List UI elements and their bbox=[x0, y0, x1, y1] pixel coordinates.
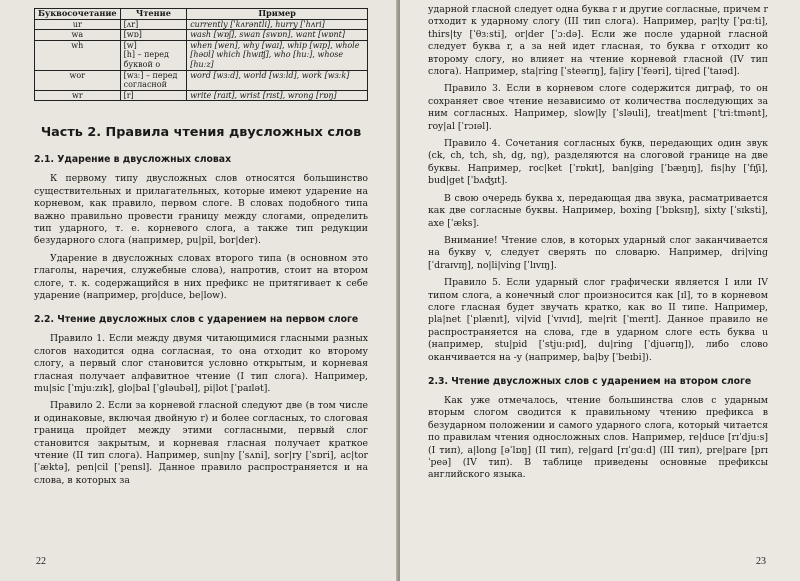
table-cell-reading: [w] [h] – перед буквой o bbox=[120, 40, 187, 70]
section-2-3-paragraph: Как уже отмечалось, чтение большинства слов с ударным вторым слогом сводится к правильному чтению префикса в безударном положении и самого ударного слога, который читается по правилам чтения односложных слов. Например, re|duce [rɪˈdjuːs] (I тип), a|long [əˈlɒŋ] (II тип), re|gard [rɪˈgɑːd] (III тип), pre|pare [prɪˈpeə] (IV тип). В таблице приведены основные префиксы английского языка. bbox=[428, 394, 768, 481]
rule-2-continuation: ударной гласной следует одна буква r и другие согласные, причем r отходит к ударному слогу (III тип слога). Например, par|ty [ˈpɑːti], thirs|ty [ˈθɜːsti], or|der [ˈɔːdə]. Если же после ударной гласной следует буква r, а за ней идет гласная, то буква r отходит ко второму слогу, но влияет на чтение корневой гласной (IV тип слога). Например, sta|ring [ˈsteərɪŋ], fa|iry [ˈfeəri], ti|red [ˈtaɪəd]. bbox=[428, 4, 768, 78]
table-cell-reading: [ʌr] bbox=[120, 19, 187, 30]
section-2-2-title: 2.2. Чтение двусложных слов с ударением на первом слоге bbox=[34, 314, 359, 326]
table-cell-reading: [r] bbox=[120, 90, 187, 101]
left-page-content bbox=[34, 8, 368, 492]
right-page-content bbox=[428, 4, 768, 487]
table-cell-combo: wor bbox=[35, 70, 121, 90]
table-row bbox=[35, 70, 368, 90]
table-header-combo: Буквосочетание bbox=[35, 9, 121, 20]
table-header-reading: Чтение bbox=[120, 9, 187, 20]
table-header-row bbox=[35, 9, 368, 20]
rule-5-paragraph: Правило 5. Если ударный слог графически является I или IV типом слога, а конечный слог произносится как [ɪl], то в корневом слоге гласная будет звучать кратко, как во II типе. Например, pla|net [ˈplænɪt], vi|vid [ˈvɪvɪd], me|rit [ˈmerɪt]. Данное правило не распространяется на слова, где в ударном слоге есть буква u (например, stu|pid [ˈstjuːpɪd], du|ring [ˈdjuərɪŋ]), либо слово оканчивается на -y (например, ba|by [ˈbeɪbi]). bbox=[428, 277, 768, 363]
left-page bbox=[0, 0, 398, 581]
rule-4-paragraph: Правило 4. Сочетания согласных букв, передающих один звук (ck, ch, tch, sh, dg, ng), разделяются на слоговой границе на две буквы. Например, roc|ket [ˈrɒkɪt], ban|ging [ˈbæŋɪŋ], fis|hy [ˈfɪʃi], bud|get [ˈbʌʤɪt]. bbox=[428, 138, 768, 187]
page-number-right: 23 bbox=[756, 556, 766, 567]
rule-1-paragraph: Правило 1. Если между двумя читающимися гласными разных слогов находится одна согласная, то она отходит ко второму слогу, а первый слог становится условно открытым, и корневая гласная получает алфавитное чтение (I тип слога). Например, mu|sic [ˈmjuːzɪk], glo|bal [ˈgləubəl], pi|lot [ˈpaɪlət]. bbox=[34, 333, 368, 395]
attention-note: Внимание! Чтение слов, в которых ударный слог заканчивается на букву v, следует сверять по словарю. Например, dri|ving [ˈdraɪvɪŋ], no|li|ving [ˈlɪvɪŋ]. bbox=[428, 234, 768, 271]
table-row bbox=[35, 30, 368, 41]
table-row bbox=[35, 90, 368, 101]
table-row bbox=[35, 19, 368, 30]
table-cell-example: currently [ˈkʌrəntli], hurry [ˈhʌri] bbox=[187, 19, 368, 30]
section-2-1-title: 2.1. Ударение в двусложных словах bbox=[34, 154, 232, 166]
part-title: Часть 2. Правила чтения двусложных слов bbox=[40, 125, 362, 141]
table-cell-example: word [wɜːd], world [wɜːld], work [wɜːk] bbox=[187, 70, 368, 90]
section-2-1-paragraph-1: К первому типу двусложных слов относятся большинство существительных и прилагательных, которые имеют ударение на корневом, как правило, первом слоге. В словах подобного типа важно правильно провести границу между слогами, определить тип ударного, т. е. корневого слога, а также тип редукции безударного слога (например, pu|pil, bor|der). bbox=[34, 173, 368, 247]
table-cell-combo: wh bbox=[35, 40, 121, 70]
letter-combinations-table bbox=[34, 8, 368, 101]
table-header-example: Пример bbox=[187, 9, 368, 20]
table-cell-example: when [wen], why [waɪ], whip [wɪp], whole [həʊl] which [hwɪʧ], who [huː], whose [huːz] bbox=[187, 40, 368, 70]
table-cell-reading: [wɒ] bbox=[120, 30, 187, 41]
table-cell-combo: wa bbox=[35, 30, 121, 41]
table-cell-combo: wr bbox=[35, 90, 121, 101]
table-cell-example: write [raɪt], wrist [rɪst], wrong [rɒŋ] bbox=[187, 90, 368, 101]
table-cell-combo: ur bbox=[35, 19, 121, 30]
rule-3-paragraph: Правило 3. Если в корневом слоге содержится диграф, то он сохраняет свое чтение независимо от количества последующих за ним согласных. Например, slow|ly [ˈsləuli], treat|ment [ˈtriːtmənt], roy|al [ˈrɔɪəl]. bbox=[428, 83, 768, 132]
table-row bbox=[35, 40, 368, 70]
right-page bbox=[400, 0, 800, 581]
table-cell-example: wash [wɒʃ], swan [swɒn], want [wɒnt] bbox=[187, 30, 368, 41]
table-cell-reading: [wɜː] – перед согласной bbox=[120, 70, 187, 90]
rule-2-paragraph: Правило 2. Если за корневой гласной следуют две (в том числе и одинаковые, включая двойную r) и более согласных, то слоговая граница пройдет между этими согласными, первый слог становится закрытым, и корневая гласная получает краткое чтение (II тип слога). Например, sun|ny [ˈsʌni], sor|ry [ˈsɒri], ac|tor [ˈæktə], pen|cil [ˈpensl]. Данное правило распространяется и на слова, в которых за bbox=[34, 400, 368, 486]
rule-4-paragraph-2: В свою очередь буква x, передающая два звука, расматривается как две согласные буквы. Например, boxing [ˈbɒksɪŋ], sixty [ˈsɪksti], axe [ˈæks]. bbox=[428, 192, 768, 229]
section-2-3-title: 2.3. Чтение двусложных слов с ударением на втором слоге bbox=[428, 375, 752, 387]
page-number-left: 22 bbox=[36, 556, 46, 567]
section-2-1-paragraph-2: Ударение в двусложных словах второго типа (в основном это глаголы, наречия, служебные слова), напротив, стоит на втором слоге, т. к. содержащийся в них префикс не притягивает к себе ударение (например, pro|duce, be|low). bbox=[34, 252, 368, 301]
